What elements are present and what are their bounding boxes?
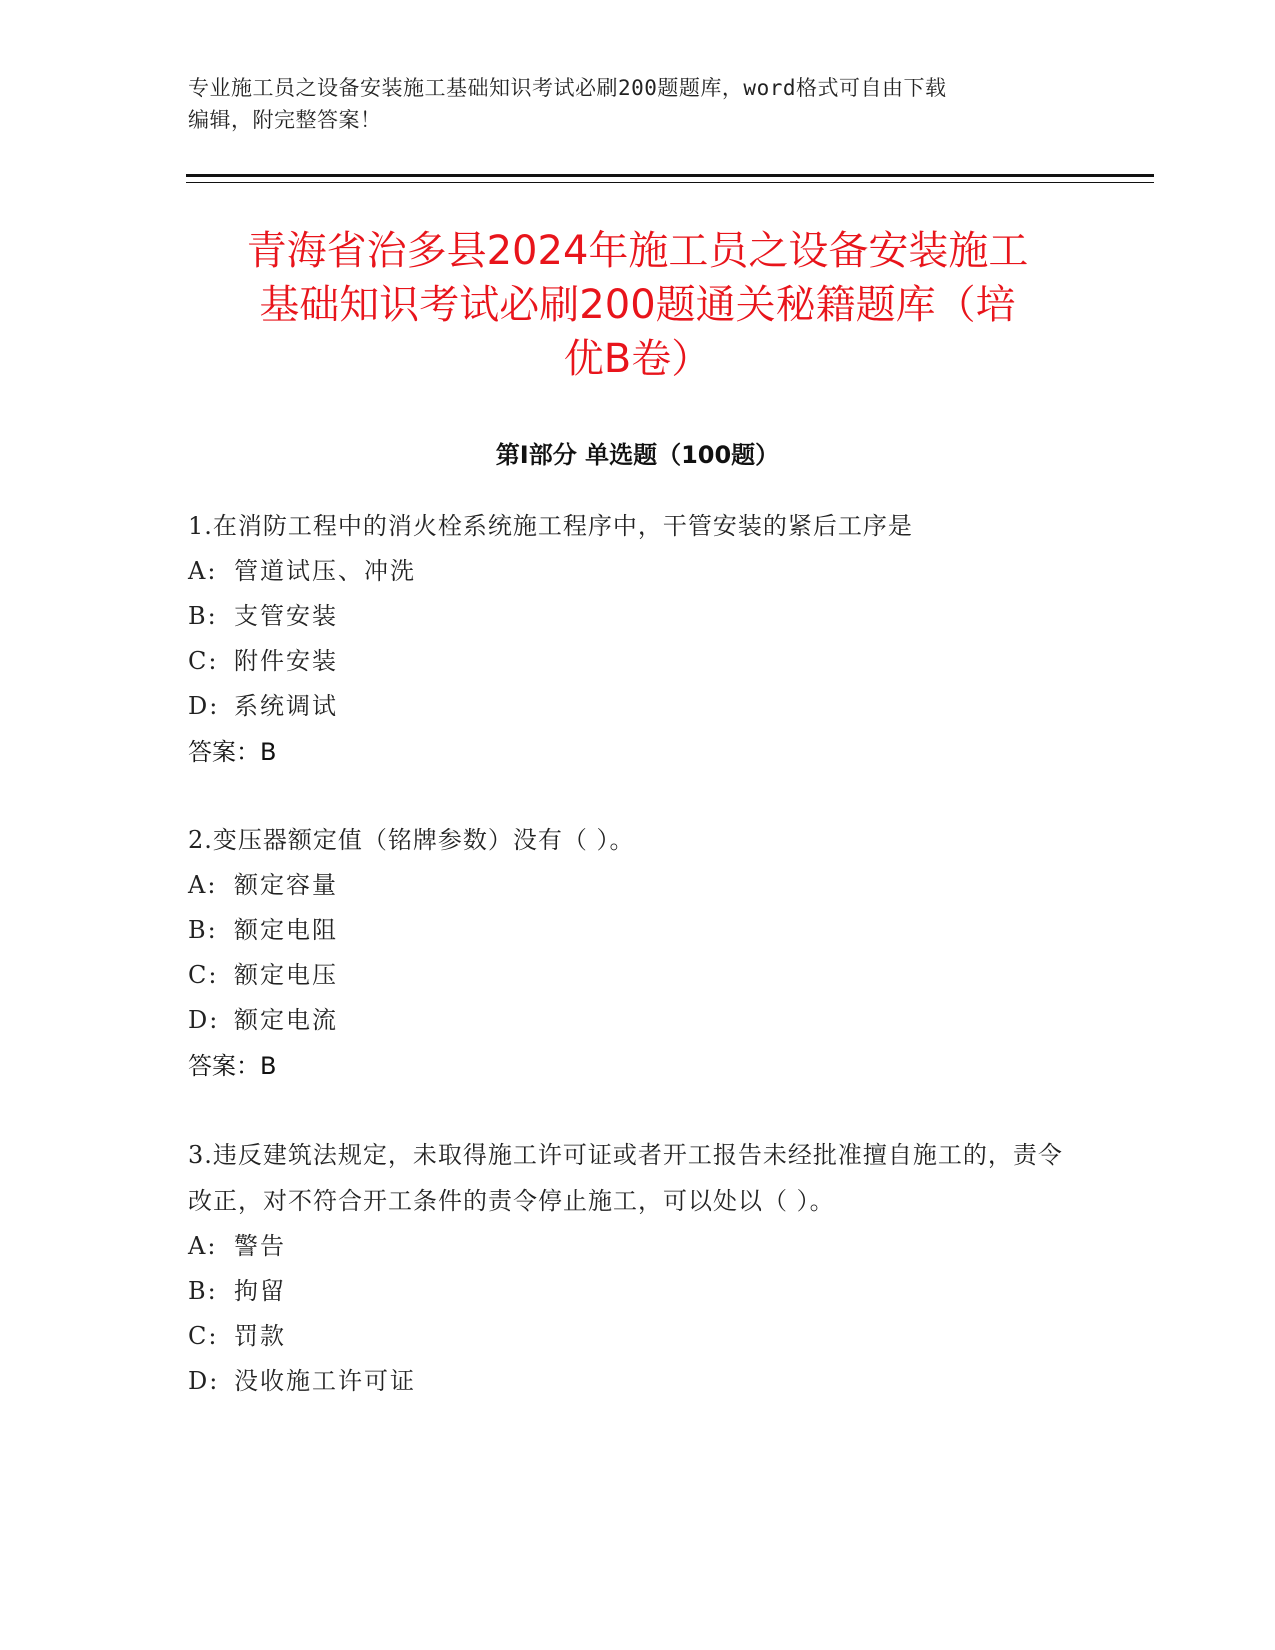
option-b <box>188 1269 1068 1314</box>
question-stem: 1.在消防工程中的消火栓系统施工程序中，干管安装的紧后工序是 <box>188 512 913 540</box>
option-d <box>188 1359 1068 1404</box>
option-text: 额定电流 <box>234 1006 338 1034</box>
header-divider-thick <box>186 174 1154 177</box>
question-stem: 3.违反建筑法规定，未取得施工许可证或者开工报告未经批准擅自施工的，责令改正，对不符合开工条件的责令停止施工，可以处以（ ）。 <box>188 1141 1063 1215</box>
question-2 <box>188 817 1068 1089</box>
option-d <box>188 998 1068 1043</box>
option-key: C: <box>188 961 219 989</box>
option-key: D: <box>188 1367 220 1395</box>
option-text: 罚款 <box>234 1322 286 1350</box>
option-key: C: <box>188 1322 219 1350</box>
option-text: 没收施工许可证 <box>234 1367 416 1395</box>
header-divider-thin <box>186 182 1154 183</box>
option-key: B: <box>188 1277 218 1305</box>
option-b <box>188 908 1068 953</box>
option-text: 警告 <box>234 1232 286 1260</box>
option-text: 拘留 <box>234 1277 286 1305</box>
option-key: A: <box>188 1232 218 1260</box>
document-title: 青海省治多县2024年施工员之设备安装施工 基础知识考试必刷200题通关秘籍题库（培 优B卷） <box>246 228 1029 382</box>
question-1 <box>188 503 1068 775</box>
option-text: 额定容量 <box>234 871 338 899</box>
option-key: B: <box>188 602 218 630</box>
option-a <box>188 549 1068 594</box>
option-key: D: <box>188 692 220 720</box>
option-text: 附件安装 <box>234 647 338 675</box>
option-a <box>188 863 1068 908</box>
option-key: B: <box>188 916 218 944</box>
option-a <box>188 1224 1068 1269</box>
option-c <box>188 639 1068 684</box>
option-text: 管道试压、冲洗 <box>234 557 416 585</box>
option-key: A: <box>188 871 218 899</box>
option-key: D: <box>188 1006 220 1034</box>
option-c <box>188 1314 1068 1359</box>
option-key: A: <box>188 557 218 585</box>
section-heading: 第Ⅰ部分 单选题（100题） <box>495 441 780 469</box>
option-d <box>188 684 1068 729</box>
header-note: 专业施工员之设备安装施工基础知识考试必刷200题题库，word格式可自由下载 编辑，附完整答案！ <box>188 76 947 132</box>
answer: 答案：B <box>188 1052 277 1080</box>
question-stem: 2.变压器额定值（铭牌参数）没有（ ）。 <box>188 826 635 854</box>
answer: 答案：B <box>188 738 277 766</box>
option-b <box>188 594 1068 639</box>
option-key: C: <box>188 647 219 675</box>
option-text: 系统调试 <box>234 692 338 720</box>
option-text: 额定电压 <box>234 961 338 989</box>
option-text: 支管安装 <box>234 602 338 630</box>
option-c <box>188 953 1068 998</box>
question-3 <box>188 1132 1068 1404</box>
option-text: 额定电阻 <box>234 916 338 944</box>
